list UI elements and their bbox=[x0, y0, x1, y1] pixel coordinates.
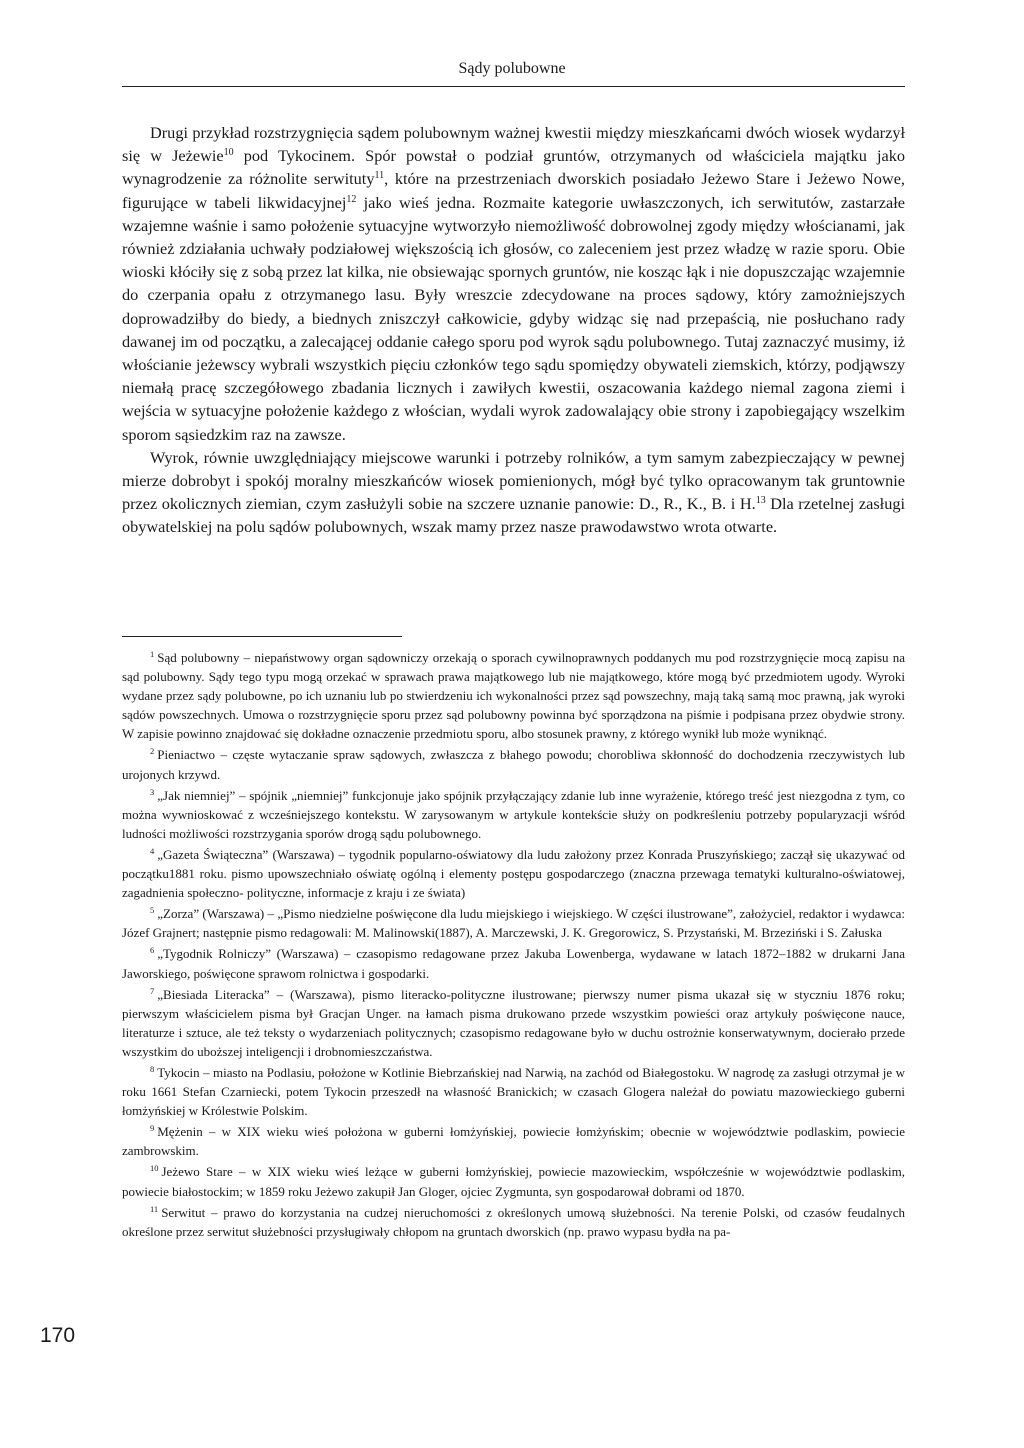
text-segment: pod Tykocinem. Spór powstał o podział gruntów, otrzymanych od właściciela majątku jako wynagrodzenie za różnolite serwituty bbox=[122, 146, 905, 189]
footnote-text: Sąd polubowny – niepaństwowy organ sądowniczy orzekają o sporach cywilnoprawnych poddanych mu pod rozstrzygnięcie mocą zapisu na sąd polubowny. Sądy tego typu mogą orzekać w sprawach prawa majątkowego lub nie majątkowego, które mogą być przedmiotem ugody. Wyroki wydane przez sądy polubowne, po ich uznaniu lub po stwierdzeniu ich wykonalności przez sąd powszechny, mają taką samą moc prawną, jak wyroki sądów powszechnych. Umowa o rozstrzygnięcie sporu przez sąd polubowny powinna być sporządzona na piśmie i podpisana przez obydwie strony. W zapisie powinno znajdować się dokładne oznaczenie przedmiotu sporu, albo stosunek prawny, z którego wynikł lub może wyniknąć. bbox=[122, 650, 905, 742]
footnote-number: 9 bbox=[150, 1123, 155, 1134]
footnote bbox=[122, 944, 905, 982]
footnote-number: 8 bbox=[150, 1063, 155, 1074]
footnote-text: „Gazeta Świąteczna” (Warszawa) – tygodnik popularno-oświatowy dla ludu założony przez Konrada Pruszyńskiego; zaczął się ukazywać od początku1881 roku. pismo upowszechniało oświatę ogólną i elementy postępu gospodarczego (znaczna przewaga tematyki kulturalno-oświatowej, zagadnienia społeczno- polityczne, informacje z kraju i ze świata) bbox=[122, 846, 905, 901]
main-text bbox=[122, 121, 905, 539]
footnote bbox=[122, 1122, 905, 1160]
footnote-number: 3 bbox=[150, 786, 155, 797]
paragraph-1 bbox=[122, 121, 905, 446]
text-segment: jako wieś jedna. Rozmaite kategorie uwłaszczonych, ich serwitutów, zastarzałe wzajemne waśnie i samo położenie sytuacyjne wytworzyło niemożliwość dobrowolnej zgody między włościanami, jak również zdziałania uchwały podziałowej większością ich głosów, co zaleceniem jest przez władzę w razie sporu. Obie wioski kłóciły się z sobą przez lat kilka, nie obsiewając spornych gruntów, nie kosząc łąk i nie dopuszczając wzajemnie do czerpania opału z otrzymanego lasu. Były wreszcie zdecydowane na proces sądowy, który zamożniejszych doprowadziłby do biedy, a biednych zniszczył całkowicie, gdyby widząc się nad przepaścią, nie posłuchano rady dawanej im od początku, a zalecającej oddanie całego sporu pod wyrok sądu polubownego. Tutaj zaznaczyć musimy, iż włościanie jeżewscy wybrali wszystkich pięciu członków tego sądu spomiędzy obywateli ziemskich, którzy, podjąwszy niemałą pracę szczegółowego zbadania licznych i zawiłych kwestii, oszacowania każdego niemal zagona ziemi i wejścia w sytuacyjne położenie każdego z włościan, wydali wyrok zadowalający obie strony i zapobiegający wszelkim sporom sąsiedzkim raz na zawsze. bbox=[122, 192, 905, 444]
footnote-text: „Zorza” (Warszawa) – „Pismo niedzielne poświęcone dla ludu miejskiego i wiejskiego. W części ilustrowane”, założyciel, redaktor i wydawca: Józef Grajnert; następnie pismo redagowali: M. Malinowski(1887), A. Marczewski, J. K. Gregorowicz, S. Przystański, M. Brzeziński i S. Załuska bbox=[122, 906, 905, 941]
footnote-number: 10 bbox=[150, 1163, 159, 1174]
footnote-number: 11 bbox=[150, 1203, 159, 1214]
footnote-number: 7 bbox=[150, 985, 155, 996]
footnote bbox=[122, 786, 905, 843]
footnote bbox=[122, 1063, 905, 1120]
footnote bbox=[122, 1203, 905, 1241]
running-header: Sądy polubowne bbox=[458, 60, 566, 77]
footnote-ref-10[interactable]: 10 bbox=[223, 147, 234, 159]
text-segment: Dla rzetelnej zasługi obywatelskiej na polu sądów polubownych, wszak mamy przez nasze prawodawstwo wrota otwarte. bbox=[122, 494, 905, 537]
paragraph-2 bbox=[122, 446, 905, 539]
footnotes bbox=[122, 648, 905, 1243]
footnote-ref-13[interactable]: 13 bbox=[755, 495, 766, 507]
text-segment: Drugi przykład rozstrzygnięcia sądem polubownym ważnej kwestii między mieszkańcami dwóch wiosek wydarzył się w Jeżewie bbox=[122, 123, 905, 166]
footnote-number: 4 bbox=[150, 845, 155, 856]
footnote-text: Pieniactwo – częste wytaczanie spraw sądowych, zwłaszcza z błahego powodu; chorobliwa skłonność do dochodzenia rzeczywistych lub urojonych krzywd. bbox=[122, 747, 905, 782]
text-segment: Wyrok, równie uwzględniający miejscowe warunki i potrzeby rolników, a tym samym zabezpieczający w pewnej mierze dobrobyt i spokój moralny mieszkańców wiosek pomienionych, mógł być tylko opracowanym tak gruntownie przez okolicznych ziemian, czym zasłużyli sobie na szczere uznanie panowie: D., R., K., B. i H. bbox=[122, 447, 905, 514]
footnote-text: Tykocin – miasto na Podlasiu, położone w Kotlinie Biebrzańskiej nad Narwią, na zachód od Białegostoku. W nagrodę za zasługi otrzymał je w roku 1661 Stefan Czarniecki, potem Tykocin przeszedł na własność Branickich; w czasach Glogera należał do powiatu mazowieckiego guberni łomżyńskiej w Królestwie Polskim. bbox=[122, 1064, 905, 1119]
text-segment: , które na przestrzeniach dworskich posiadało Jeżewo Stare i Jeżewo Nowe, figurujące w tabeli likwidacyjnej bbox=[122, 169, 905, 212]
footnote-number: 1 bbox=[150, 649, 155, 659]
footnote-text: Serwitut – prawo do korzystania na cudzej nieruchomości z określonych umową służebności. Na terenie Polski, od czasów feudalnych określone przez serwitut służebności przysługiwały chłopom na gruntach dworskich (np. prawo wypasu bydła na pa- bbox=[122, 1204, 905, 1239]
footnote bbox=[122, 845, 905, 902]
footnote-text: Jeżewo Stare – w XIX wieku wieś leżące w guberni łomżyńskiej, powiecie mazowieckim, współcześnie w województwie podlaskim, powiecie białostockim; w 1859 roku Jeżewo zakupił Jan Gloger, ojciec Zygmunta, syn gospodarował dobrami od 1870. bbox=[122, 1164, 905, 1199]
footnote-text: Mężenin – w XIX wieku wieś położona w guberni łomżyńskiej, powiecie łomżyńskim; obecnie w województwie podlaskim, powiecie zambrowskim. bbox=[122, 1124, 905, 1159]
footnote-ref-11[interactable]: 11 bbox=[374, 170, 385, 182]
footnote bbox=[122, 648, 905, 743]
footnote-number: 5 bbox=[150, 905, 155, 916]
footnote bbox=[122, 745, 905, 783]
footnote-ref-12[interactable]: 12 bbox=[346, 193, 357, 205]
footnote-text: „Biesiada Literacka” – (Warszawa), pismo literacko-polityczne ilustrowane; pierwszy numer pisma ukazał się w styczniu 1876 roku; pierwszym właścicielem pisma był Gracjan Unger. na łamach pisma drukowano przede wszystkim powieści oraz artykuły poświęcone nauce, literaturze i sztuce, ale też teksty o wydarzeniach politycznych; czasopismo redagowane było w duchu ostrożnie konserwatywnym, docierało przede wszystkim do uboższej inteligencji i drobnomieszczaństwa. bbox=[122, 986, 905, 1059]
page-number: 170 bbox=[40, 1324, 76, 1347]
footnote-number: 6 bbox=[150, 945, 155, 956]
footnote bbox=[122, 1162, 905, 1200]
footnote-text: „Tygodnik Rolniczy” (Warszawa) – czasopismo redagowane przez Jakuba Lowenberga, wydawane w latach 1872–1882 w drukarni Jana Jaworskiego, poświęcone sprawom rolnictwa i gospodarki. bbox=[122, 946, 905, 981]
footnote-divider bbox=[122, 636, 402, 637]
footnote bbox=[122, 985, 905, 1061]
footnote bbox=[122, 904, 905, 942]
footnote-text: „Jak niemniej” – spójnik „niemniej” funkcjonuje jako spójnik przyłączający zdanie lub inne wyrażenie, którego treść jest niezgodna z tym, co można wywnioskować z wcześniejszego kontekstu. W zarysowanym w artykule kontekście służy on podkreśleniu potrzeby popularyzacji wśród ludności możliwości rozstrzygania sporów drogą sądu polubownego. bbox=[122, 787, 905, 841]
header-divider bbox=[122, 86, 905, 87]
footnote-number: 2 bbox=[150, 746, 155, 757]
